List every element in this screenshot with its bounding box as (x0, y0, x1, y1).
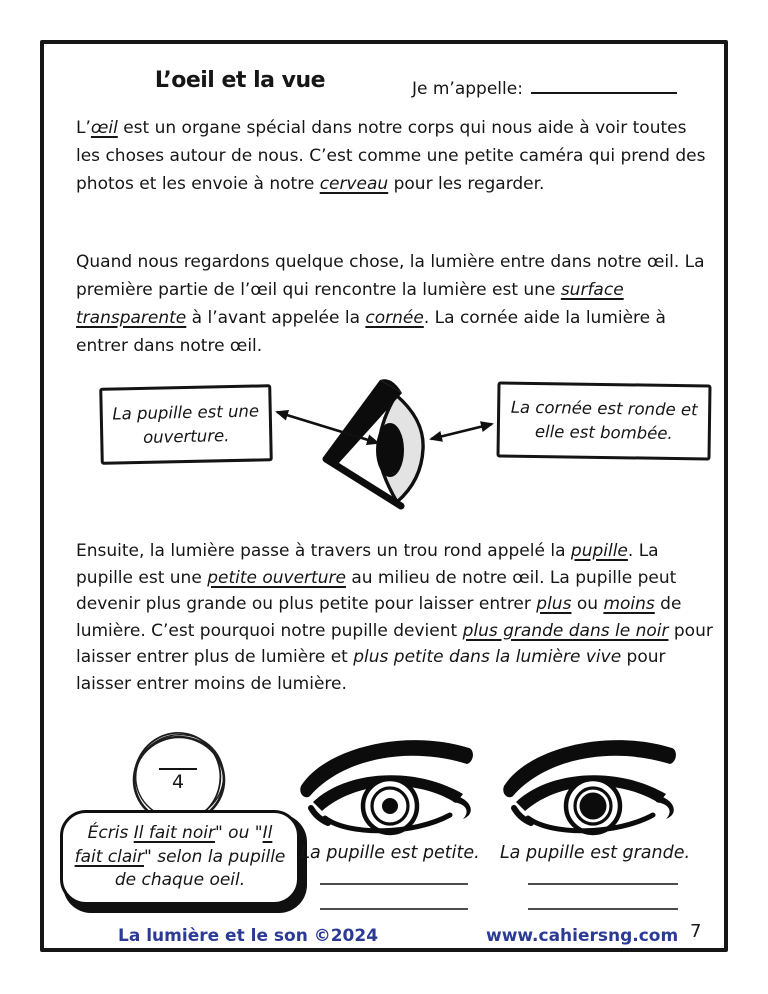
answer-line-left-2[interactable] (320, 908, 468, 910)
pupil-shape (376, 423, 404, 477)
eye-small-pupil-illustration (295, 724, 485, 842)
outer-corner-curl (453, 796, 471, 819)
outer-corner-curl (656, 796, 674, 819)
name-input-line[interactable] (531, 74, 677, 94)
eye-large-pupil-illustration (498, 724, 688, 842)
footer-website: www.cahiersng.com (486, 926, 679, 946)
page-title: L’oeil et la vue (154, 68, 326, 93)
score-fraction (150, 768, 206, 793)
answer-line-right-2[interactable] (528, 908, 678, 910)
answer-line-left-1[interactable] (320, 883, 468, 885)
cornea-label-box (496, 382, 711, 461)
score-blank-line[interactable] (159, 768, 197, 770)
score-denominator: 4 (171, 771, 185, 793)
pupil-small (382, 798, 398, 814)
pupil-large (580, 793, 607, 820)
footer-booklet-title: La lumière et le son ©2024 (118, 926, 379, 946)
answer-line-right-1[interactable] (528, 883, 678, 885)
inner-corner-accent (514, 808, 531, 823)
paragraph-cornea: Quand nous regardons quelque chose, la lumière entre dans notre œil. La première partie de l’œil qui rencontre la lumière est une surface transparente à l’avant appelée la cornée. La cornée aide la lumière à entrer dans notre œil. (76, 252, 705, 356)
paragraph-eye-intro: L’œil est un organe spécial dans notre corps qui nous aide à voir toutes les choses autour de nous. C’est comme une petite caméra qui prend des photos et les envoie à notre cerveau pour les regarder. (76, 118, 706, 194)
instruction-text: Écris Il fait noir" ou "Il fait clair" selon la pupille de chaque oeil. (74, 823, 286, 890)
paragraph-pupille: Ensuite, la lumière passe à travers un trou rond appelé la pupille. La pupille est une petite ouverture au milieu de notre œil. La pupille peut devenir plus grande ou plus petite pour laisser entrer plus ou moins de lumière. C’est pourquoi notre pupille devient plus grande dans le noir pour laisser entrer plus de lumière et plus petite dans la lumière vive pour laisser entrer moins de lumière. (76, 541, 713, 694)
page-number: 7 (690, 921, 702, 942)
pupil-label-box (99, 384, 273, 465)
name-label: Je m’appelle: (412, 79, 523, 99)
inner-corner-accent (311, 808, 328, 823)
name-row (412, 74, 677, 99)
cornea-label-text: La cornée est ronde et elle est bombée. (510, 397, 698, 443)
pupil-label-text: La pupille est une ouverture. (112, 400, 260, 447)
caption-large-pupil: La pupille est grande. (499, 843, 691, 863)
cornea-label-arrow (431, 424, 492, 439)
instruction-bubble (60, 810, 300, 905)
caption-small-pupil: La pupille est petite. (300, 843, 480, 863)
